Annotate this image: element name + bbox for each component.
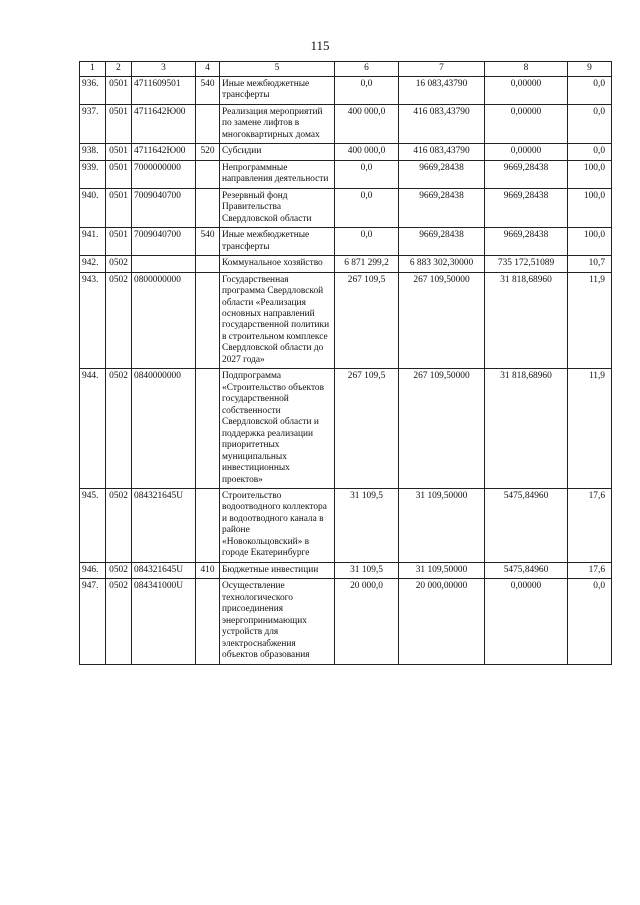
section-code: 0501 [106,188,132,227]
target-code: 4711609501 [132,77,196,105]
execution-percent: 17,6 [568,489,612,563]
execution-percent: 17,6 [568,562,612,578]
item-name: Осуществление технологического присоединения энергопринимающих устройств для электроснабжения объектов образования [220,579,335,664]
executed-amount: 9669,28438 [485,160,568,188]
executed-amount: 0,00000 [485,579,568,664]
column-header-1: 1 [80,62,106,77]
execution-percent: 11,9 [568,369,612,489]
section-code: 0501 [106,104,132,143]
table-row [80,104,612,143]
row-number: 938. [80,144,106,160]
section-code: 0501 [106,77,132,105]
table-row [80,489,612,563]
section-code: 0502 [106,489,132,563]
revised-amount: 9669,28438 [399,188,485,227]
expense-type: 540 [196,77,220,105]
revised-amount: 20 000,00000 [399,579,485,664]
item-name: Бюджетные инвестиции [220,562,335,578]
table-row [80,562,612,578]
table-row [80,272,612,369]
revised-amount: 9669,28438 [399,228,485,256]
executed-amount: 0,00000 [485,144,568,160]
revised-amount: 31 109,50000 [399,562,485,578]
header-row [80,62,612,77]
revised-amount: 416 083,43790 [399,144,485,160]
expense-type [196,104,220,143]
execution-percent: 0,0 [568,104,612,143]
target-code [132,256,196,272]
column-header-8: 8 [485,62,568,77]
item-name: Реализация мероприятий по замене лифтов в многоквартирных домах [220,104,335,143]
execution-percent: 0,0 [568,144,612,160]
approved-amount: 0,0 [335,228,399,256]
row-number: 936. [80,77,106,105]
item-name: Непрограммные направления деятельности [220,160,335,188]
revised-amount: 416 083,43790 [399,104,485,143]
target-code: 084321645U [132,489,196,563]
expense-type: 520 [196,144,220,160]
approved-amount: 0,0 [335,160,399,188]
budget-table [79,61,612,665]
row-number: 940. [80,188,106,227]
row-number: 941. [80,228,106,256]
section-code: 0502 [106,256,132,272]
row-number: 942. [80,256,106,272]
item-name: Коммунальное хозяйство [220,256,335,272]
target-code: 7000000000 [132,160,196,188]
target-code: 4711642Ю00 [132,104,196,143]
approved-amount: 267 109,5 [335,369,399,489]
executed-amount: 5475,84960 [485,562,568,578]
table-row [80,369,612,489]
execution-percent: 100,0 [568,188,612,227]
table-row [80,228,612,256]
section-code: 0502 [106,369,132,489]
approved-amount: 267 109,5 [335,272,399,369]
approved-amount: 31 109,5 [335,562,399,578]
approved-amount: 20 000,0 [335,579,399,664]
section-code: 0502 [106,272,132,369]
section-code: 0502 [106,562,132,578]
target-code: 0800000000 [132,272,196,369]
expense-type [196,256,220,272]
item-name: Иные межбюджетные трансферты [220,228,335,256]
approved-amount: 6 871 299,2 [335,256,399,272]
target-code: 4711642Ю00 [132,144,196,160]
executed-amount: 31 818,68960 [485,369,568,489]
execution-percent: 0,0 [568,579,612,664]
expense-type [196,579,220,664]
target-code: 7009040700 [132,228,196,256]
executed-amount: 0,00000 [485,104,568,143]
executed-amount: 9669,28438 [485,188,568,227]
executed-amount: 31 818,68960 [485,272,568,369]
column-header-3: 3 [132,62,196,77]
revised-amount: 16 083,43790 [399,77,485,105]
approved-amount: 400 000,0 [335,104,399,143]
execution-percent: 100,0 [568,160,612,188]
revised-amount: 31 109,50000 [399,489,485,563]
revised-amount: 267 109,50000 [399,272,485,369]
approved-amount: 0,0 [335,188,399,227]
column-header-4: 4 [196,62,220,77]
item-name: Резервный фонд Правительства Свердловской области [220,188,335,227]
expense-type [196,272,220,369]
approved-amount: 0,0 [335,77,399,105]
item-name: Иные межбюджетные трансферты [220,77,335,105]
page-number: 115 [310,38,330,53]
expense-type: 540 [196,228,220,256]
item-name: Строительство водоотводного коллектора и водоотводного канала в районе «Новокольцовский» в городе Екатеринбурге [220,489,335,563]
expense-type [196,188,220,227]
revised-amount: 6 883 302,30000 [399,256,485,272]
row-number: 937. [80,104,106,143]
column-header-2: 2 [106,62,132,77]
row-number: 947. [80,579,106,664]
table-row [80,144,612,160]
approved-amount: 400 000,0 [335,144,399,160]
row-number: 945. [80,489,106,563]
executed-amount: 0,00000 [485,77,568,105]
target-code: 084341000U [132,579,196,664]
expense-type: 410 [196,562,220,578]
approved-amount: 31 109,5 [335,489,399,563]
column-header-6: 6 [335,62,399,77]
section-code: 0501 [106,228,132,256]
execution-percent: 0,0 [568,77,612,105]
executed-amount: 5475,84960 [485,489,568,563]
row-number: 943. [80,272,106,369]
table-row [80,256,612,272]
revised-amount: 267 109,50000 [399,369,485,489]
row-number: 944. [80,369,106,489]
execution-percent: 100,0 [568,228,612,256]
revised-amount: 9669,28438 [399,160,485,188]
table-row [80,160,612,188]
target-code: 7009040700 [132,188,196,227]
target-code: 084321645U [132,562,196,578]
execution-percent: 10,7 [568,256,612,272]
item-name: Государственная программа Свердловской области «Реализация основных направлений государственной политики в строительном комплексе Свердловской области до 2027 года» [220,272,335,369]
executed-amount: 9669,28438 [485,228,568,256]
row-number: 946. [80,562,106,578]
column-header-5: 5 [220,62,335,77]
table-row [80,77,612,105]
execution-percent: 11,9 [568,272,612,369]
table-row [80,188,612,227]
column-header-9: 9 [568,62,612,77]
section-code: 0502 [106,579,132,664]
table-row [80,579,612,664]
expense-type [196,160,220,188]
column-header-7: 7 [399,62,485,77]
section-code: 0501 [106,160,132,188]
item-name: Подпрограмма «Строительство объектов государственной собственности Свердловской области и поддержка реализации приоритетных муниципальных инвестиционных проектов» [220,369,335,489]
section-code: 0501 [106,144,132,160]
target-code: 0840000000 [132,369,196,489]
row-number: 939. [80,160,106,188]
table-body [80,77,612,665]
executed-amount: 735 172,51089 [485,256,568,272]
expense-type [196,369,220,489]
expense-type [196,489,220,563]
item-name: Субсидии [220,144,335,160]
